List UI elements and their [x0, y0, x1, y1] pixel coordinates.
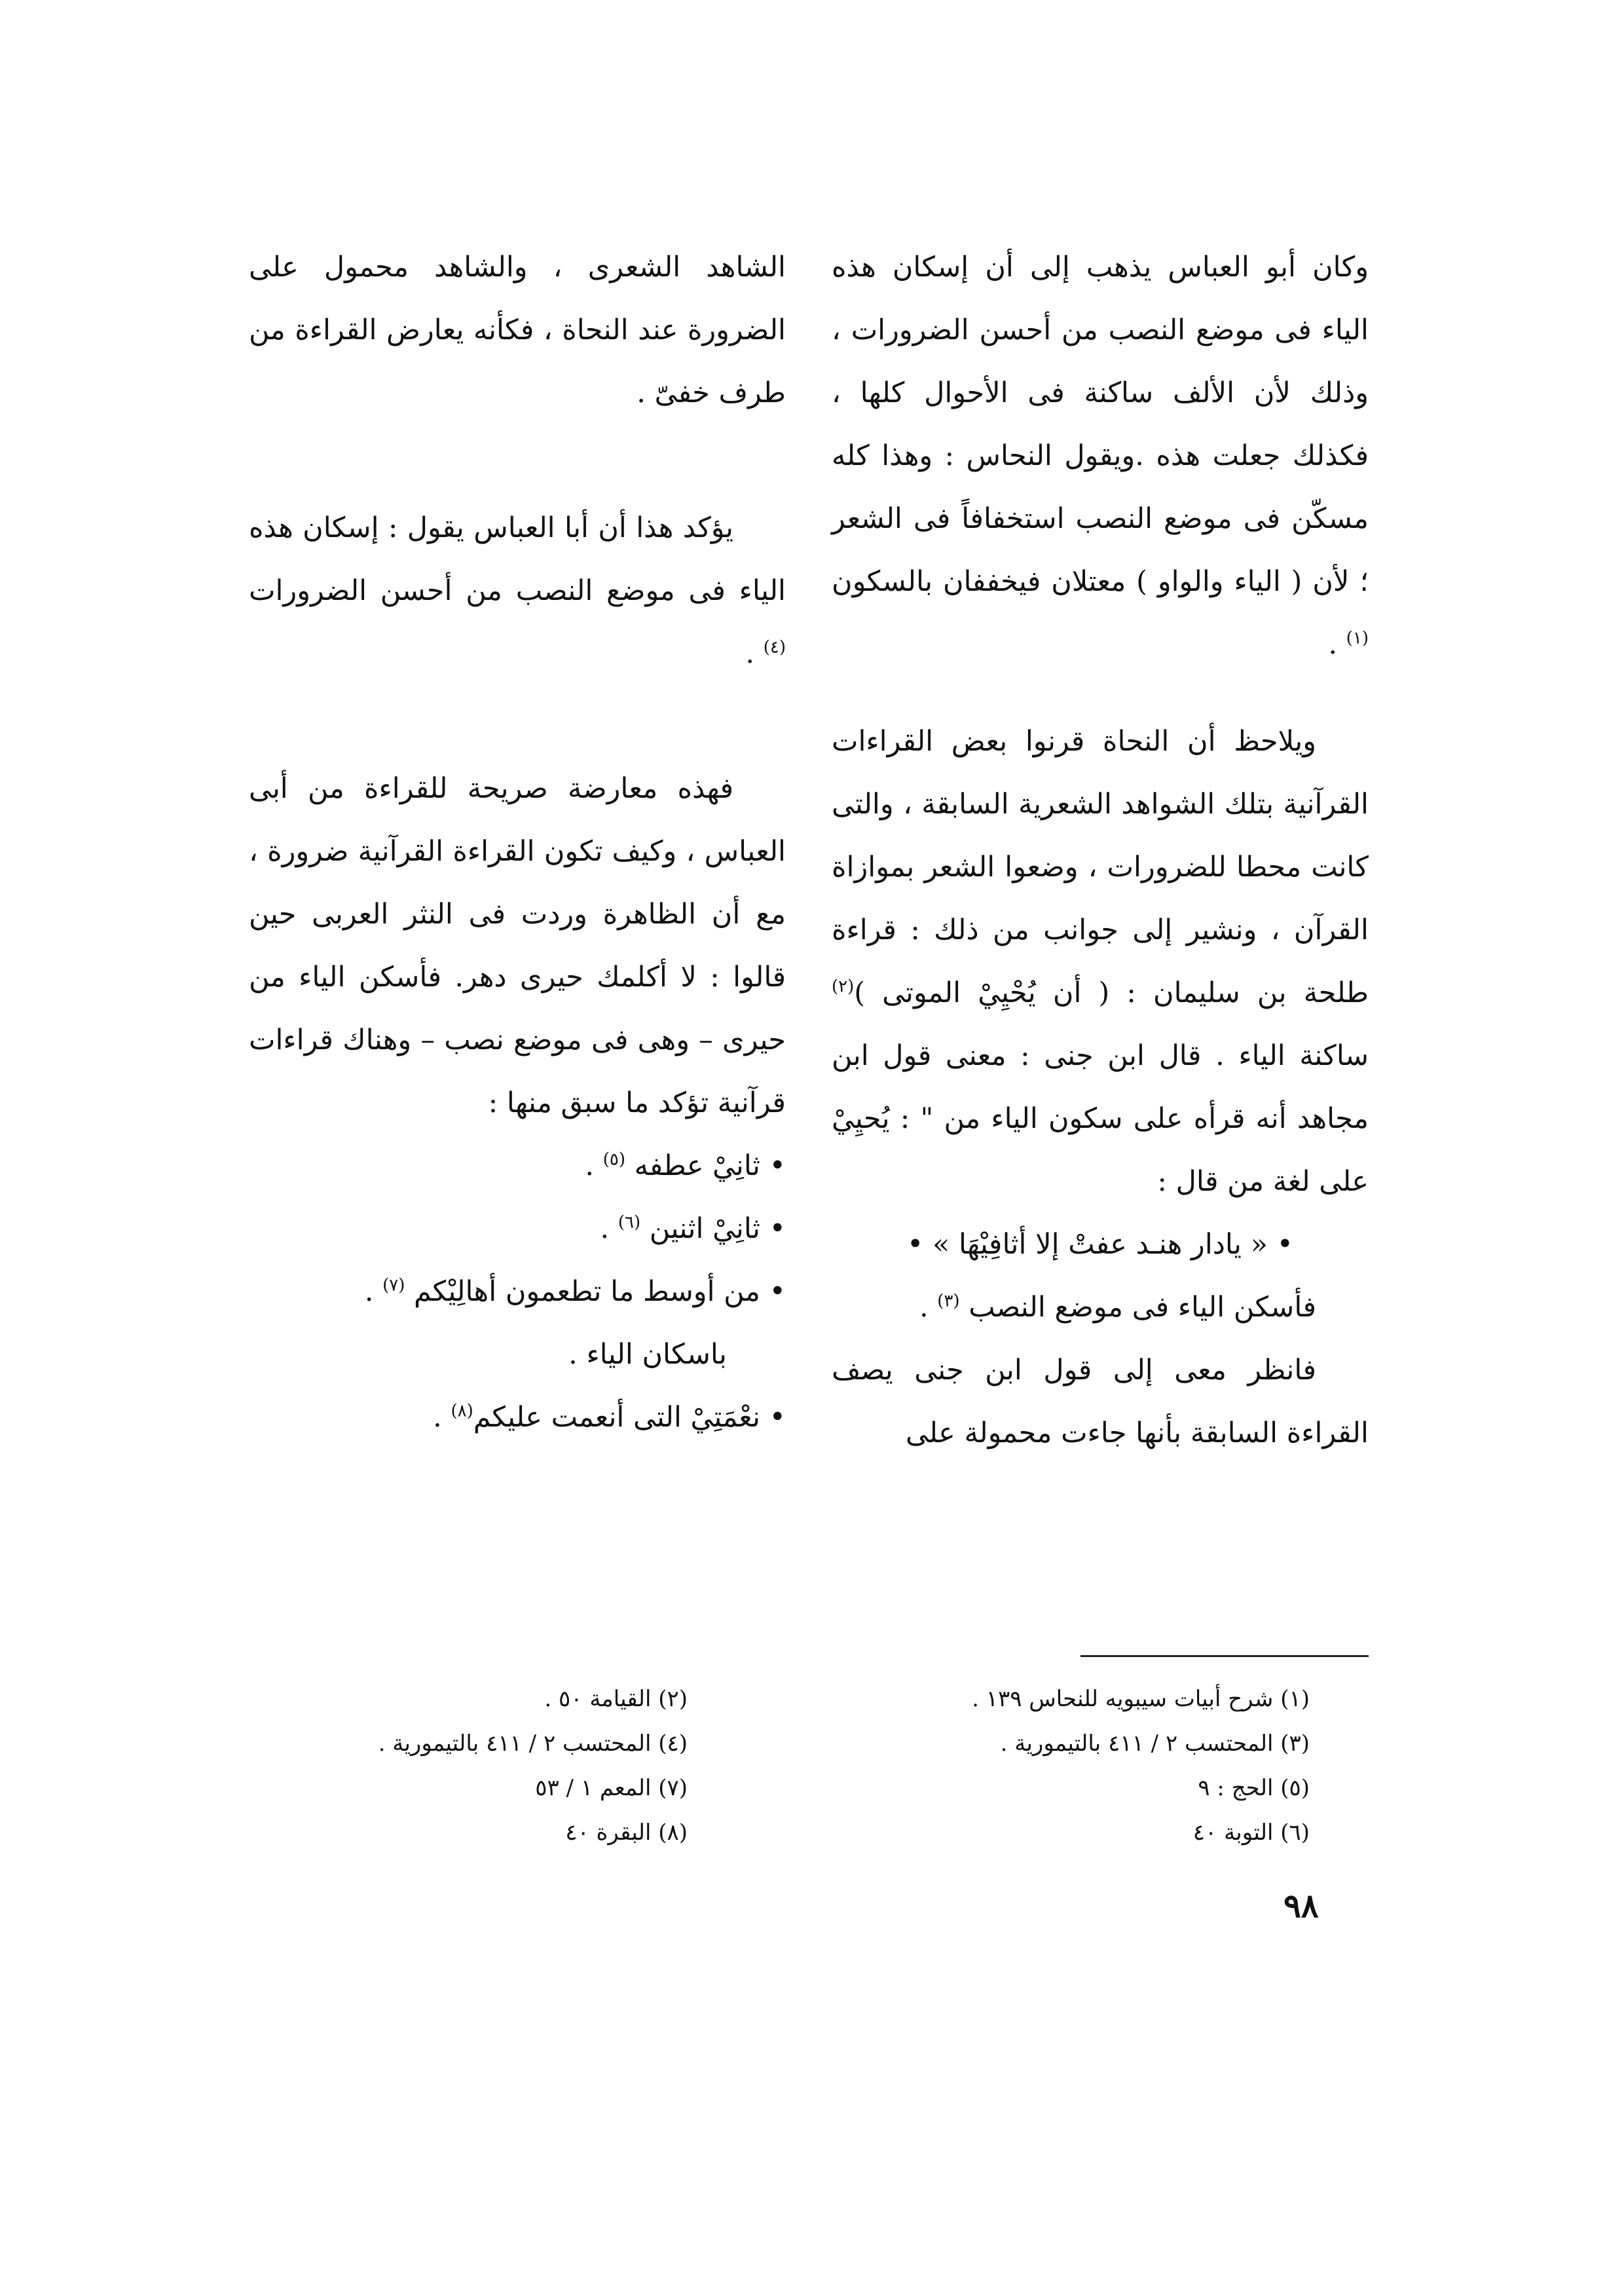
- footnote-ref-1: (١): [1346, 628, 1369, 648]
- footnotes-left: [151, 1677, 688, 1855]
- left-paragraph-1: الشاهد الشعرى ، والشاهد محمول على الضرورة عند النحاة ، فكأنه يعارض القراءة من طرف خفىّ .: [249, 251, 786, 409]
- left-paragraph-2: يؤكد هذا أن أبا العباس يقول : إسكان هذه الياء فى موضع النصب من أحسن الضرورات $^{(٤)}$ .: [249, 512, 786, 670]
- bullet-text-3: من أوسط ما تطعمون أهالِيْكم: [414, 1275, 760, 1308]
- right-paragraph-2-text: ويلاحظ أن النحاة قرنوا بعض القراءات القرآنية بتلك الشواهد الشعرية السابقة ، والتى كانت محطا للضرورات ، وضعوا الشعر بموازاة القرآن ، ونشير إلى جوانب من ذلك : قراءة طلحة بن سليمان : ( أن يُحْيِيْ الموتى ): [832, 725, 1369, 1009]
- after-verse-text: فأسكن الياء فى موضع النصب: [969, 1291, 1316, 1324]
- bullet-text-4: نعْمَتِيْ التى أنعمت عليكم: [473, 1401, 760, 1434]
- bullet-item-1: • ثانِيْ عطفه $^{(٥)}$ .: [249, 1134, 786, 1197]
- right-paragraph-2: [832, 710, 1369, 1213]
- poetry-verse: • « يادار هنـد عفتْ إلا أثافِيْهَا » •: [906, 1228, 1294, 1261]
- footnote-ref-6: (٦): [618, 1212, 641, 1233]
- bullet-item-2: • ثانِيْ اثنين $^{(٦)}$ .: [249, 1197, 786, 1260]
- bullet-text-2: ثانِيْ اثنين: [649, 1212, 760, 1245]
- footnote-4: (٤) المحتسب ٢ / ٤١١ بالتيمورية .: [378, 1730, 688, 1757]
- footnote-6: (٦) التوبة ٤٠: [1192, 1819, 1310, 1846]
- right-paragraph-3: فانظر معى إلى قول ابن جنى يصف القراءة السابقة بأنها جاءت محمولة على: [832, 1354, 1369, 1449]
- footnote-ref-7: (٧): [382, 1275, 405, 1296]
- footnote-ref-8: (٨): [451, 1401, 473, 1421]
- footnote-8: (٨) البقرة ٤٠: [565, 1819, 688, 1846]
- footnote-separator-rule: [1080, 1655, 1369, 1657]
- right-paragraph-2b-text: ساكنة الياء . قال ابن جنى : معنى قول ابن مجاهد أنه قرأه على سكون الياء من " : يُحيِيْ على لغة من قال :: [832, 1039, 1369, 1198]
- footnote-1: (١) شرح أبيات سيبويه للنحاس ١٣٩ .: [972, 1686, 1310, 1712]
- footnote-5: (٥) الحج : ٩: [1198, 1775, 1310, 1801]
- page-number: ٩٨: [1283, 1886, 1319, 1925]
- bullet-item-4: • نعْمَتِيْ التى أنعمت عليكم$^{(٨)}$ .: [249, 1386, 786, 1449]
- right-paragraph-1: وكان أبو العباس يذهب إلى أن إسكان هذه الياء فى موضع النصب من أحسن الضرورات ، وذلك لأن الألف ساكنة فى الأحوال كلها ، فكذلك جعلت هذه .ويقول النحاس : وهذا كله مسكّن فى موضع النصب استخفافاً فى الشعر ؛ لأن ( الياء والواو ) معتلان فيخففان بالسكون $^{(١)}$ .: [832, 251, 1369, 661]
- verse-text: « يادار هنـد عفتْ إلا أثافِيْهَا »: [932, 1228, 1268, 1261]
- footnote-ref-5: (٥): [602, 1149, 625, 1170]
- bullet-text-1: ثانِيْ عطفه: [634, 1149, 760, 1182]
- right-paragraph-1-text: وكان أبو العباس يذهب إلى أن إسكان هذه الياء فى موضع النصب من أحسن الضرورات ، وذلك لأن الألف ساكنة فى الأحوال كلها ، فكذلك جعلت هذه .ويقول النحاس : وهذا كله مسكّن فى موضع النصب استخفافاً فى الشعر ؛ لأن ( الياء والواو ) معتلان فيخففان بالسكون: [832, 251, 1369, 598]
- footnotes-right: [773, 1677, 1310, 1855]
- left-column: [249, 236, 786, 1449]
- left-paragraph-2-text: يؤكد هذا أن أبا العباس يقول : إسكان هذه الياء فى موضع النصب من أحسن الضرورات: [249, 512, 786, 607]
- footnote-2: (٢) القيامة ٥٠ .: [544, 1686, 688, 1712]
- bullet-3-continuation: باسكان الياء .: [568, 1338, 727, 1371]
- footnote-7: (٧) المعم ١ / ٥٣: [535, 1775, 688, 1801]
- bullet-item-3: • من أوسط ما تطعمون أهالِيْكم $^{(٧)}$ .: [249, 1260, 786, 1323]
- footnote-ref-4: (٤): [763, 637, 786, 658]
- right-column: [832, 236, 1369, 1465]
- footnote-3: (٣) المحتسب ٢ / ٤١١ بالتيمورية .: [1000, 1730, 1310, 1757]
- left-paragraph-3: فهذه معارضة صريحة للقراءة من أبى العباس ، وكيف تكون القراءة القرآنية ضرورة ، مع أن الظاهرة وردت فى النثر العربى حين قالوا : لا أكلمك حيرى دهر. فأسكن الياء من حيرى – وهى فى موضع نصب – وهناك قراءات قرآنية تؤكد ما سبق منها :: [249, 772, 786, 1119]
- after-verse-line: فأسكن الياء فى موضع النصب $^{(٣)}$ .: [919, 1291, 1316, 1324]
- footnote-ref-3: (٣): [937, 1291, 960, 1311]
- footnote-ref-2: (٢): [832, 977, 855, 997]
